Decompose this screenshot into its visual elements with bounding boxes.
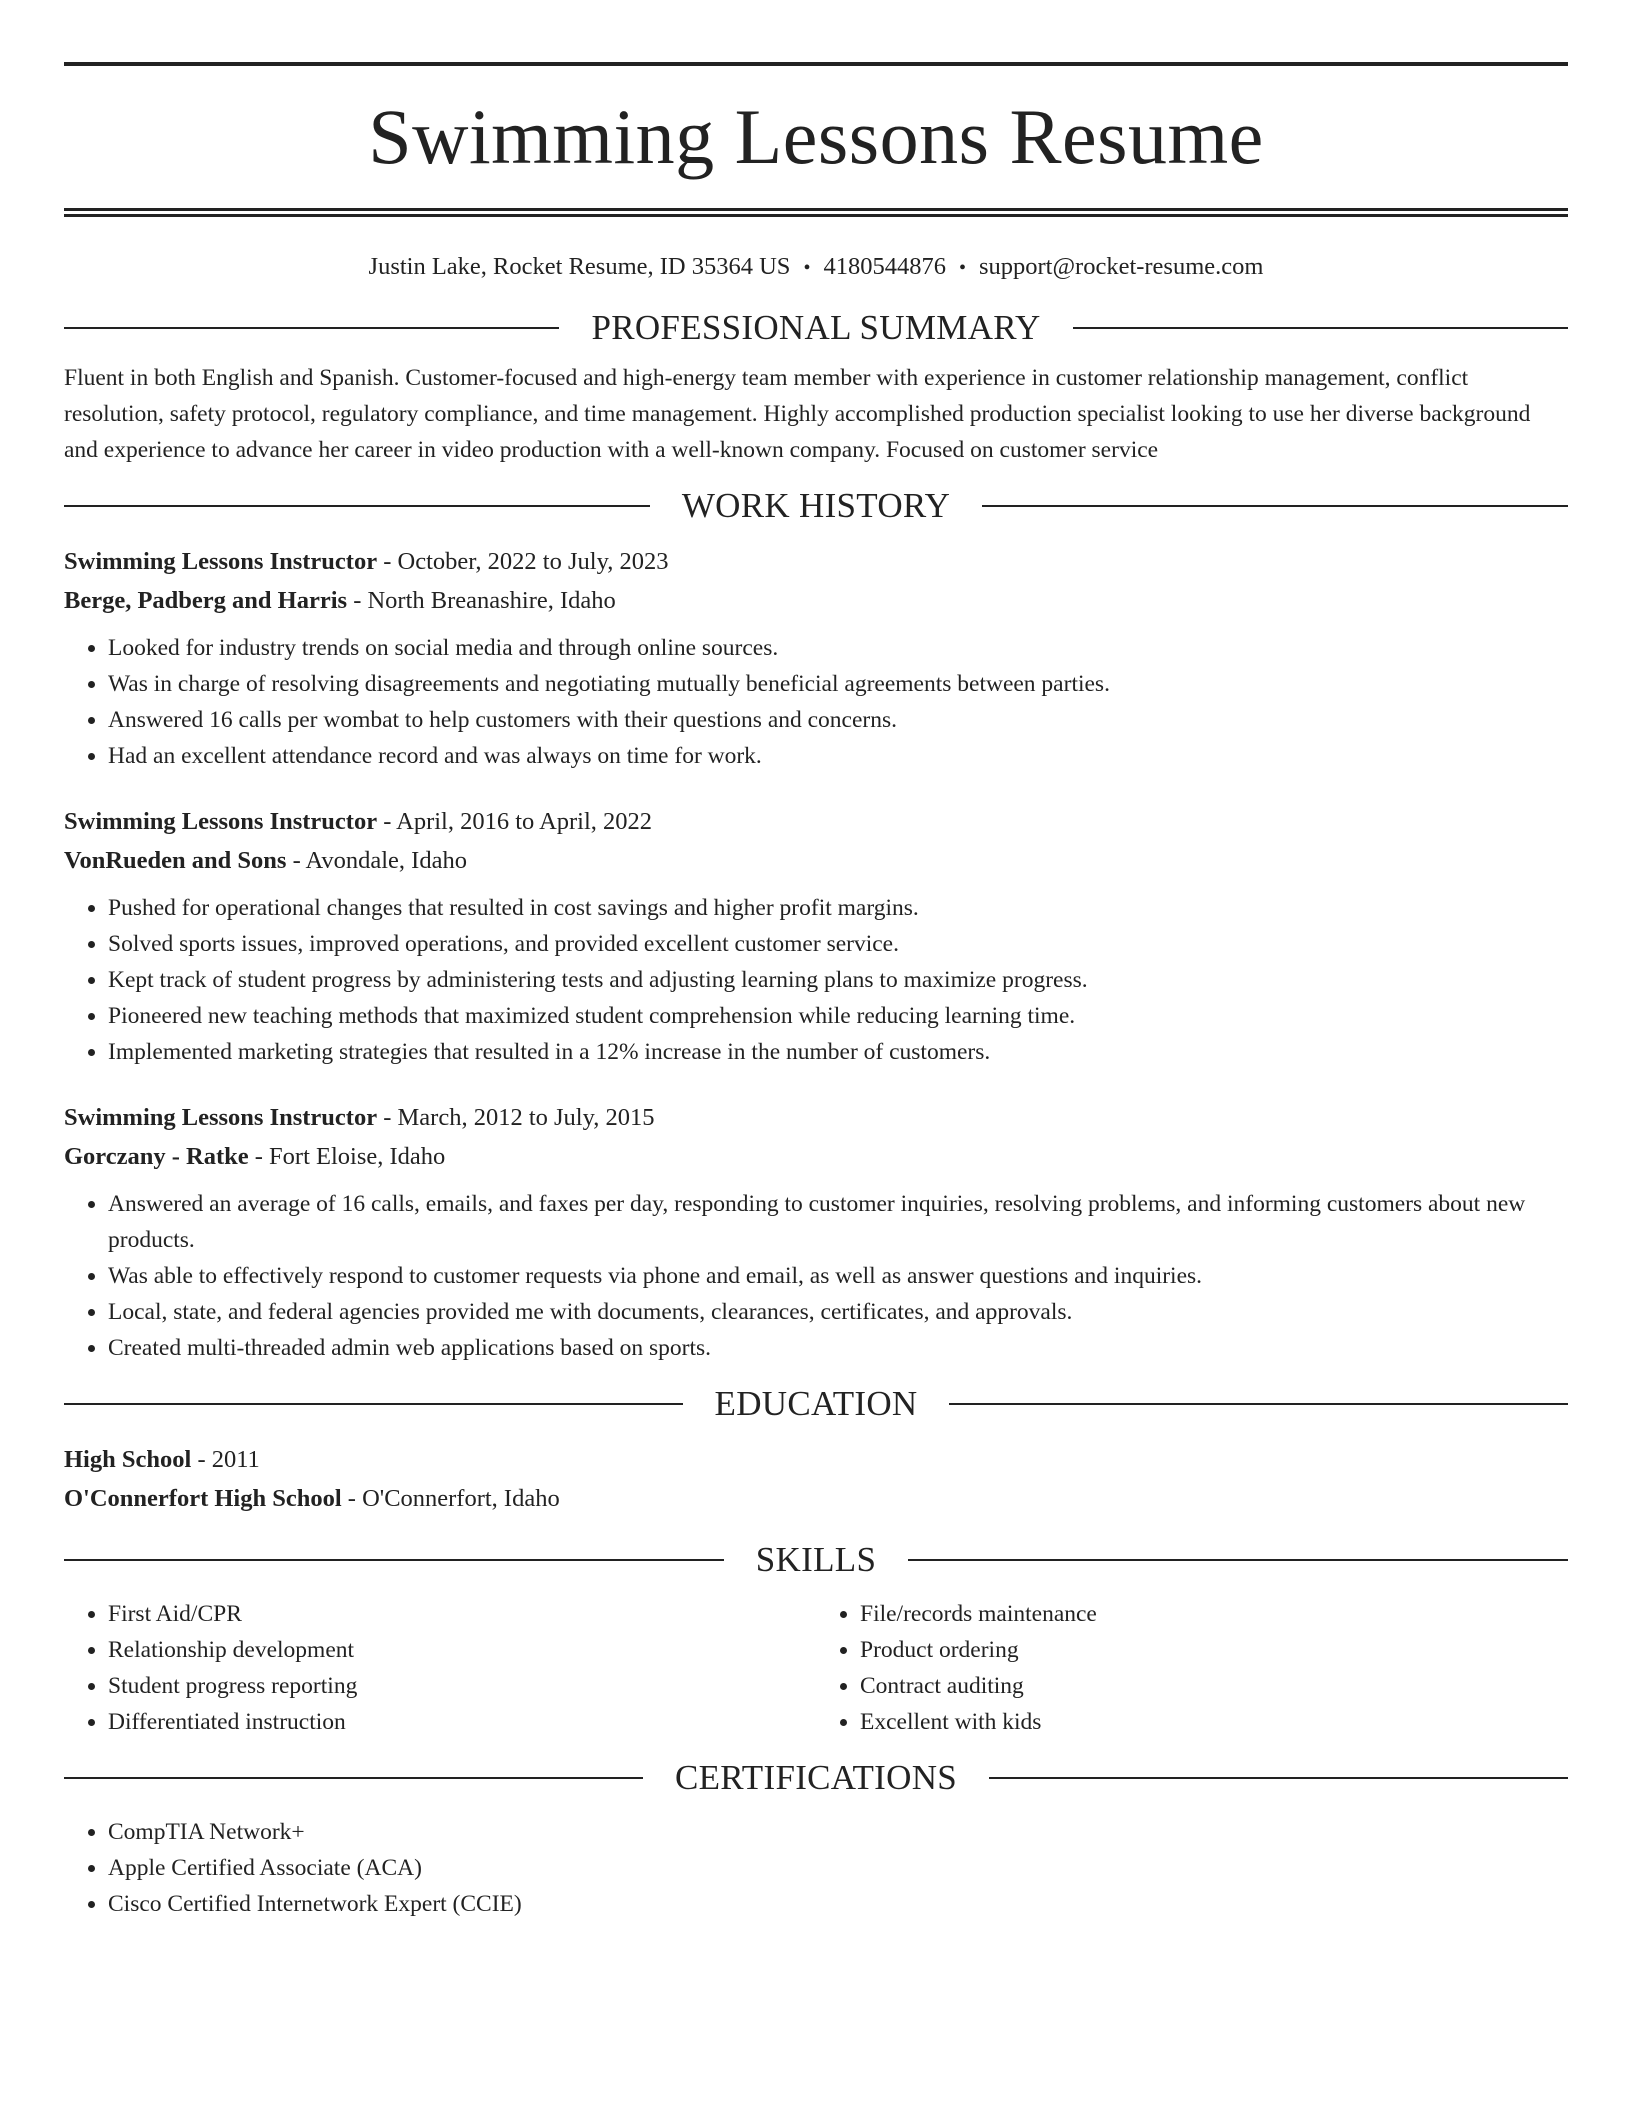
job-title: Swimming Lessons Instructor bbox=[64, 1104, 378, 1131]
section-rule bbox=[64, 1403, 683, 1405]
job-bullets bbox=[64, 1186, 1568, 1366]
job-location: - Fort Eloise, Idaho bbox=[248, 1143, 446, 1170]
list-item: • Contract auditing bbox=[860, 1668, 1568, 1704]
section-rule bbox=[64, 505, 650, 507]
section-header-summary bbox=[64, 304, 1568, 352]
education-location: - O'Connerfort, Idaho bbox=[341, 1485, 560, 1512]
list-item: • Pushed for operational changes that resulted in cost savings and higher profit margins. bbox=[108, 890, 1568, 926]
contact-separator: • bbox=[803, 257, 811, 279]
education-entry bbox=[64, 1440, 1568, 1518]
education-degree-line bbox=[64, 1440, 1568, 1479]
list-item: • Was in charge of resolving disagreements and negotiating mutually beneficial agreements between parties. bbox=[108, 666, 1568, 702]
list-item: • Looked for industry trends on social media and through online sources. bbox=[108, 630, 1568, 666]
list-item: • Was able to effectively respond to customer requests via phone and email, as well as answer questions and inquiries. bbox=[108, 1258, 1568, 1294]
section-header-certifications bbox=[64, 1754, 1568, 1802]
list-item: • Answered 16 calls per wombat to help customers with their questions and concerns. bbox=[108, 702, 1568, 738]
list-item: • Kept track of student progress by administering tests and adjusting learning plans to maximize progress. bbox=[108, 962, 1568, 998]
list-item: • Local, state, and federal agencies provided me with documents, clearances, certificates, and approvals. bbox=[108, 1294, 1568, 1330]
section-title: WORK HISTORY bbox=[681, 486, 951, 525]
education-school-line bbox=[64, 1479, 1568, 1518]
section-rule bbox=[1073, 327, 1568, 329]
section-rule bbox=[949, 1403, 1568, 1405]
list-item: • File/records maintenance bbox=[860, 1596, 1568, 1632]
job-title-line bbox=[64, 1098, 1568, 1137]
list-item: • Implemented marketing strategies that resulted in a 12% increase in the number of customers. bbox=[108, 1034, 1568, 1070]
job-company-line bbox=[64, 581, 1568, 620]
section-rule bbox=[989, 1777, 1568, 1779]
section-title: EDUCATION bbox=[714, 1384, 918, 1423]
job-title-line bbox=[64, 802, 1568, 841]
list-item: • CompTIA Network+ bbox=[108, 1814, 1568, 1850]
list-item: • Had an excellent attendance record and was always on time for work. bbox=[108, 738, 1568, 774]
contact-separator: • bbox=[958, 257, 966, 279]
education-school: O'Connerfort High School bbox=[64, 1485, 342, 1512]
contact-address: Justin Lake, Rocket Resume, ID 35364 US bbox=[368, 253, 791, 280]
list-item: • First Aid/CPR bbox=[108, 1596, 816, 1632]
section-rule bbox=[982, 505, 1568, 507]
job-dates: - March, 2012 to July, 2015 bbox=[377, 1104, 655, 1131]
list-item: • Solved sports issues, improved operations, and provided excellent customer service. bbox=[108, 926, 1568, 962]
list-item: • Excellent with kids bbox=[860, 1704, 1568, 1740]
skills-grid bbox=[64, 1596, 1568, 1740]
job-dates: - October, 2022 to July, 2023 bbox=[377, 548, 669, 575]
job-entry bbox=[64, 542, 1568, 774]
list-item: • Created multi-threaded admin web applications based on sports. bbox=[108, 1330, 1568, 1366]
job-bullets bbox=[64, 630, 1568, 774]
list-item: • Differentiated instruction bbox=[108, 1704, 816, 1740]
job-title-line bbox=[64, 542, 1568, 581]
job-title: Swimming Lessons Instructor bbox=[64, 548, 378, 575]
list-item: • Answered an average of 16 calls, emails, and faxes per day, responding to customer inquiries, resolving problems, and informing customers about new products. bbox=[108, 1186, 1568, 1258]
job-location: - North Breanashire, Idaho bbox=[347, 587, 616, 614]
title-block bbox=[64, 0, 1568, 217]
job-location: - Avondale, Idaho bbox=[286, 847, 467, 874]
list-item: • Product ordering bbox=[860, 1632, 1568, 1668]
job-bullets bbox=[64, 890, 1568, 1070]
list-item: • Relationship development bbox=[108, 1632, 816, 1668]
job-dates: - April, 2016 to April, 2022 bbox=[377, 808, 653, 835]
job-company-line bbox=[64, 841, 1568, 880]
section-rule bbox=[908, 1559, 1568, 1561]
education-degree: High School bbox=[64, 1446, 192, 1473]
job-company: Berge, Padberg and Harris bbox=[64, 587, 348, 614]
skills-column-left bbox=[64, 1596, 816, 1740]
list-item: • Pioneered new teaching methods that maximized student comprehension while reducing learning time. bbox=[108, 998, 1568, 1034]
section-title: PROFESSIONAL SUMMARY bbox=[591, 308, 1041, 347]
job-entry bbox=[64, 802, 1568, 1070]
list-item: • Cisco Certified Internetwork Expert (CCIE) bbox=[108, 1886, 1568, 1922]
job-title: Swimming Lessons Instructor bbox=[64, 808, 378, 835]
job-company: VonRueden and Sons bbox=[64, 847, 287, 874]
education-year: - 2011 bbox=[191, 1446, 260, 1473]
section-rule bbox=[64, 327, 559, 329]
list-item: • Apple Certified Associate (ACA) bbox=[108, 1850, 1568, 1886]
section-header-skills bbox=[64, 1536, 1568, 1584]
list-item: • Student progress reporting bbox=[108, 1668, 816, 1704]
title-double-rule bbox=[64, 208, 1568, 217]
section-header-work-history bbox=[64, 482, 1568, 530]
section-title: CERTIFICATIONS bbox=[674, 1758, 958, 1797]
contact-phone: 4180544876 bbox=[823, 253, 946, 280]
section-title: SKILLS bbox=[755, 1540, 877, 1579]
section-rule bbox=[64, 1559, 724, 1561]
job-entry bbox=[64, 1098, 1568, 1366]
skills-column-right bbox=[816, 1596, 1568, 1740]
summary-text: Fluent in both English and Spanish. Customer-focused and high-energy team member with experience in customer relationship management, conflict resolution, safety protocol, regulatory compliance, and time management. Highly accomplished production specialist looking to use her diverse background and experience to advance her career in video production with a well-known company. Focused on customer service bbox=[64, 365, 1531, 463]
certifications-list bbox=[64, 1814, 1568, 1922]
section-rule bbox=[64, 1777, 643, 1779]
contact-email[interactable]: support@rocket-resume.com bbox=[978, 253, 1264, 280]
job-company: Gorczany - Ratke bbox=[64, 1143, 249, 1170]
document-title: Swimming Lessons Resume bbox=[368, 93, 1264, 180]
contact-line bbox=[64, 249, 1568, 286]
section-header-education bbox=[64, 1380, 1568, 1428]
job-company-line bbox=[64, 1137, 1568, 1176]
